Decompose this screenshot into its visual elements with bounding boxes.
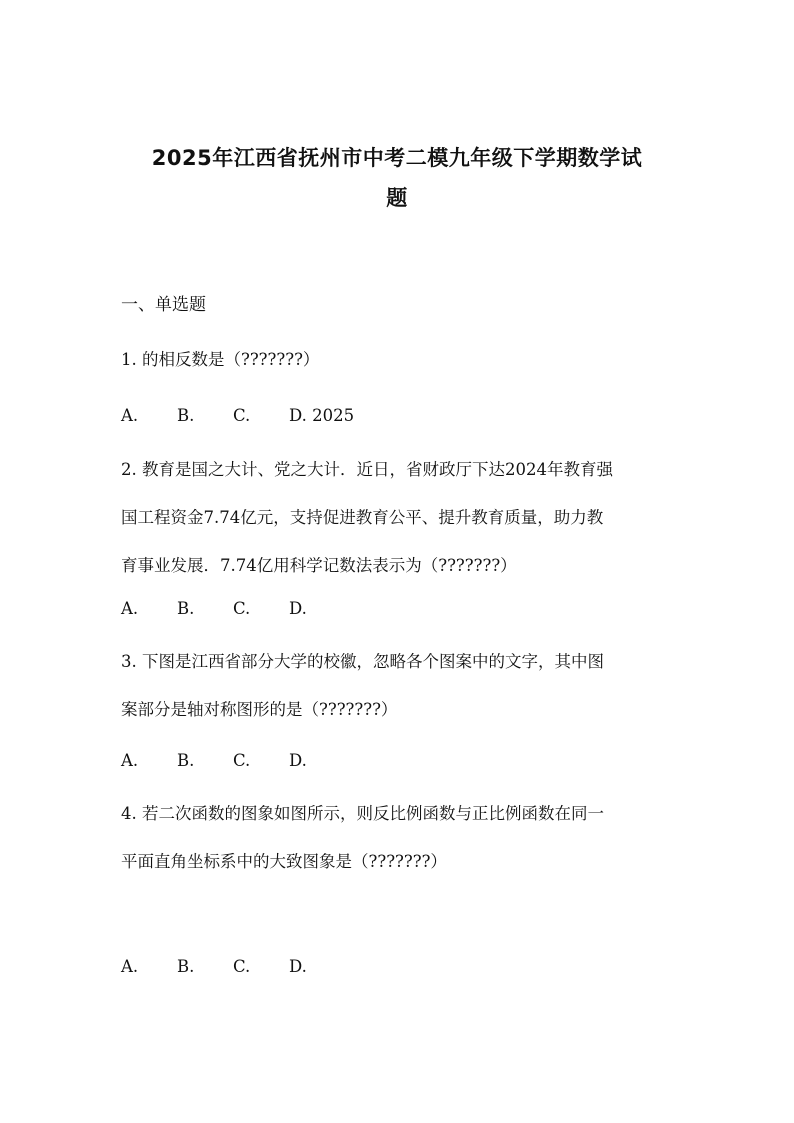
question-1-option-a: A. bbox=[121, 406, 139, 425]
question-3-option-b: B. bbox=[177, 751, 195, 770]
question-3-option-a: A. bbox=[121, 751, 139, 770]
question-3-line-1: 3. 下图是江西省部分大学的校徽，忽略各个图案中的文字，其中图 bbox=[121, 652, 604, 671]
section-heading: 一、单选题 bbox=[121, 295, 206, 315]
question-2-line-3: 育事业发展．7.74亿用科学记数法表示为（???????） bbox=[121, 556, 517, 575]
question-4-line-1: 4. 若二次函数的图象如图所示，则反比例函数与正比例函数在同一 bbox=[121, 804, 604, 823]
question-2-line-2: 国工程资金7.74亿元，支持促进教育公平、提升教育质量，助力教 bbox=[121, 508, 604, 527]
question-4-option-b: B. bbox=[177, 957, 195, 976]
question-3 bbox=[121, 638, 677, 734]
question-1-option-d: D. 2025 bbox=[289, 406, 355, 425]
question-4-option-c: C. bbox=[233, 957, 251, 976]
question-3-option-c: C. bbox=[233, 751, 251, 770]
question-1-line-1: 1. 的相反数是（???????） bbox=[121, 350, 320, 369]
question-4-options bbox=[121, 955, 307, 979]
question-2-options bbox=[121, 597, 307, 621]
question-2-option-a: A. bbox=[121, 599, 139, 618]
question-2-line-1: 2. 教育是国之大计、党之大计．近日，省财政厅下达2024年教育强 bbox=[121, 460, 613, 479]
question-2-option-c: C. bbox=[233, 599, 251, 618]
question-1-option-c: C. bbox=[233, 406, 251, 425]
question-1 bbox=[121, 336, 677, 384]
question-3-option-d: D. bbox=[289, 751, 307, 770]
question-4-line-2: 平面直角坐标系中的大致图象是（???????） bbox=[121, 852, 447, 871]
question-3-options bbox=[121, 749, 307, 773]
title-line-2: 题 bbox=[386, 186, 408, 210]
question-3-line-2: 案部分是轴对称图形的是（???????） bbox=[121, 700, 398, 719]
question-4 bbox=[121, 790, 677, 886]
question-4-option-a: A. bbox=[121, 957, 139, 976]
title-line-1: 2025年江西省抚州市中考二模九年级下学期数学试 bbox=[151, 146, 643, 170]
question-2 bbox=[121, 446, 677, 590]
question-2-option-d: D. bbox=[289, 599, 307, 618]
page-title bbox=[110, 138, 684, 218]
question-4-option-d: D. bbox=[289, 957, 307, 976]
question-2-option-b: B. bbox=[177, 599, 195, 618]
question-1-option-b: B. bbox=[177, 406, 195, 425]
question-1-options bbox=[121, 404, 354, 428]
